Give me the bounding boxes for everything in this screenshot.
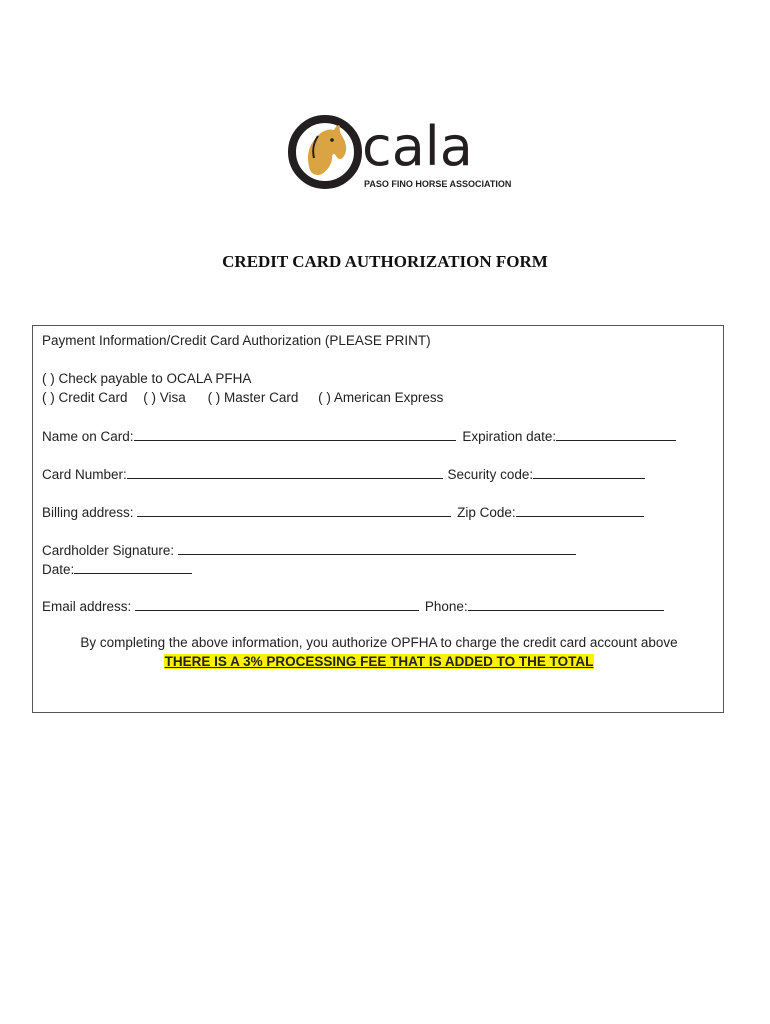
- check-option[interactable]: [42, 370, 251, 388]
- phone-field[interactable]: [468, 597, 664, 611]
- email-row: [42, 597, 664, 616]
- card-type-options: [42, 389, 443, 407]
- name-label: Name on Card:: [42, 429, 134, 444]
- date-field[interactable]: [74, 560, 192, 574]
- date-row: [42, 560, 192, 579]
- american-express-option[interactable]: ( ) American Express: [318, 390, 444, 405]
- processing-fee-notice: THERE IS A 3% PROCESSING FEE THAT IS ADDED TO THE TOTAL: [164, 654, 594, 669]
- ocala-logo: [288, 112, 512, 194]
- expiration-field[interactable]: [556, 427, 676, 441]
- form-title: CREDIT CARD AUTHORIZATION FORM: [222, 252, 548, 271]
- authorization-form: [32, 325, 724, 713]
- fee-notice-row: [33, 654, 725, 669]
- horse-head-icon: [288, 112, 364, 192]
- visa-option[interactable]: ( ) Visa: [143, 390, 186, 405]
- form-header: Payment Information/Credit Card Authorization (PLEASE PRINT): [42, 333, 431, 348]
- signature-label: Cardholder Signature:: [42, 543, 175, 558]
- phone-label: Phone:: [424, 599, 468, 614]
- authorization-statement: By completing the above information, you authorize OPFHA to charge the credit card account above: [80, 635, 678, 650]
- credit-card-option[interactable]: ( ) Credit Card: [42, 390, 128, 405]
- billing-address-field[interactable]: [137, 503, 451, 517]
- card-number-label: Card Number:: [42, 467, 127, 482]
- billing-row: [42, 503, 644, 522]
- zip-code-label: Zip Code:: [457, 505, 516, 520]
- name-field[interactable]: [134, 427, 456, 441]
- signature-row: [42, 541, 576, 560]
- name-row: [42, 427, 676, 446]
- card-number-row: [42, 465, 645, 484]
- signature-field[interactable]: [178, 541, 576, 555]
- email-field[interactable]: [135, 597, 419, 611]
- zip-code-field[interactable]: [516, 503, 644, 517]
- security-code-label: Security code:: [447, 467, 534, 482]
- card-number-field[interactable]: [127, 465, 443, 479]
- expiration-label: Expiration date:: [462, 429, 557, 444]
- logo-subtitle: PASO FINO HORSE ASSOCIATION: [364, 179, 512, 189]
- email-label: Email address:: [42, 599, 132, 614]
- check-option-label: ( ) Check payable to OCALA PFHA: [42, 371, 252, 386]
- security-code-field[interactable]: [533, 465, 645, 479]
- master-card-option[interactable]: ( ) Master Card: [207, 390, 299, 405]
- billing-address-label: Billing address:: [42, 505, 134, 520]
- date-label: Date:: [42, 562, 75, 577]
- logo-wordmark: cala: [362, 115, 473, 178]
